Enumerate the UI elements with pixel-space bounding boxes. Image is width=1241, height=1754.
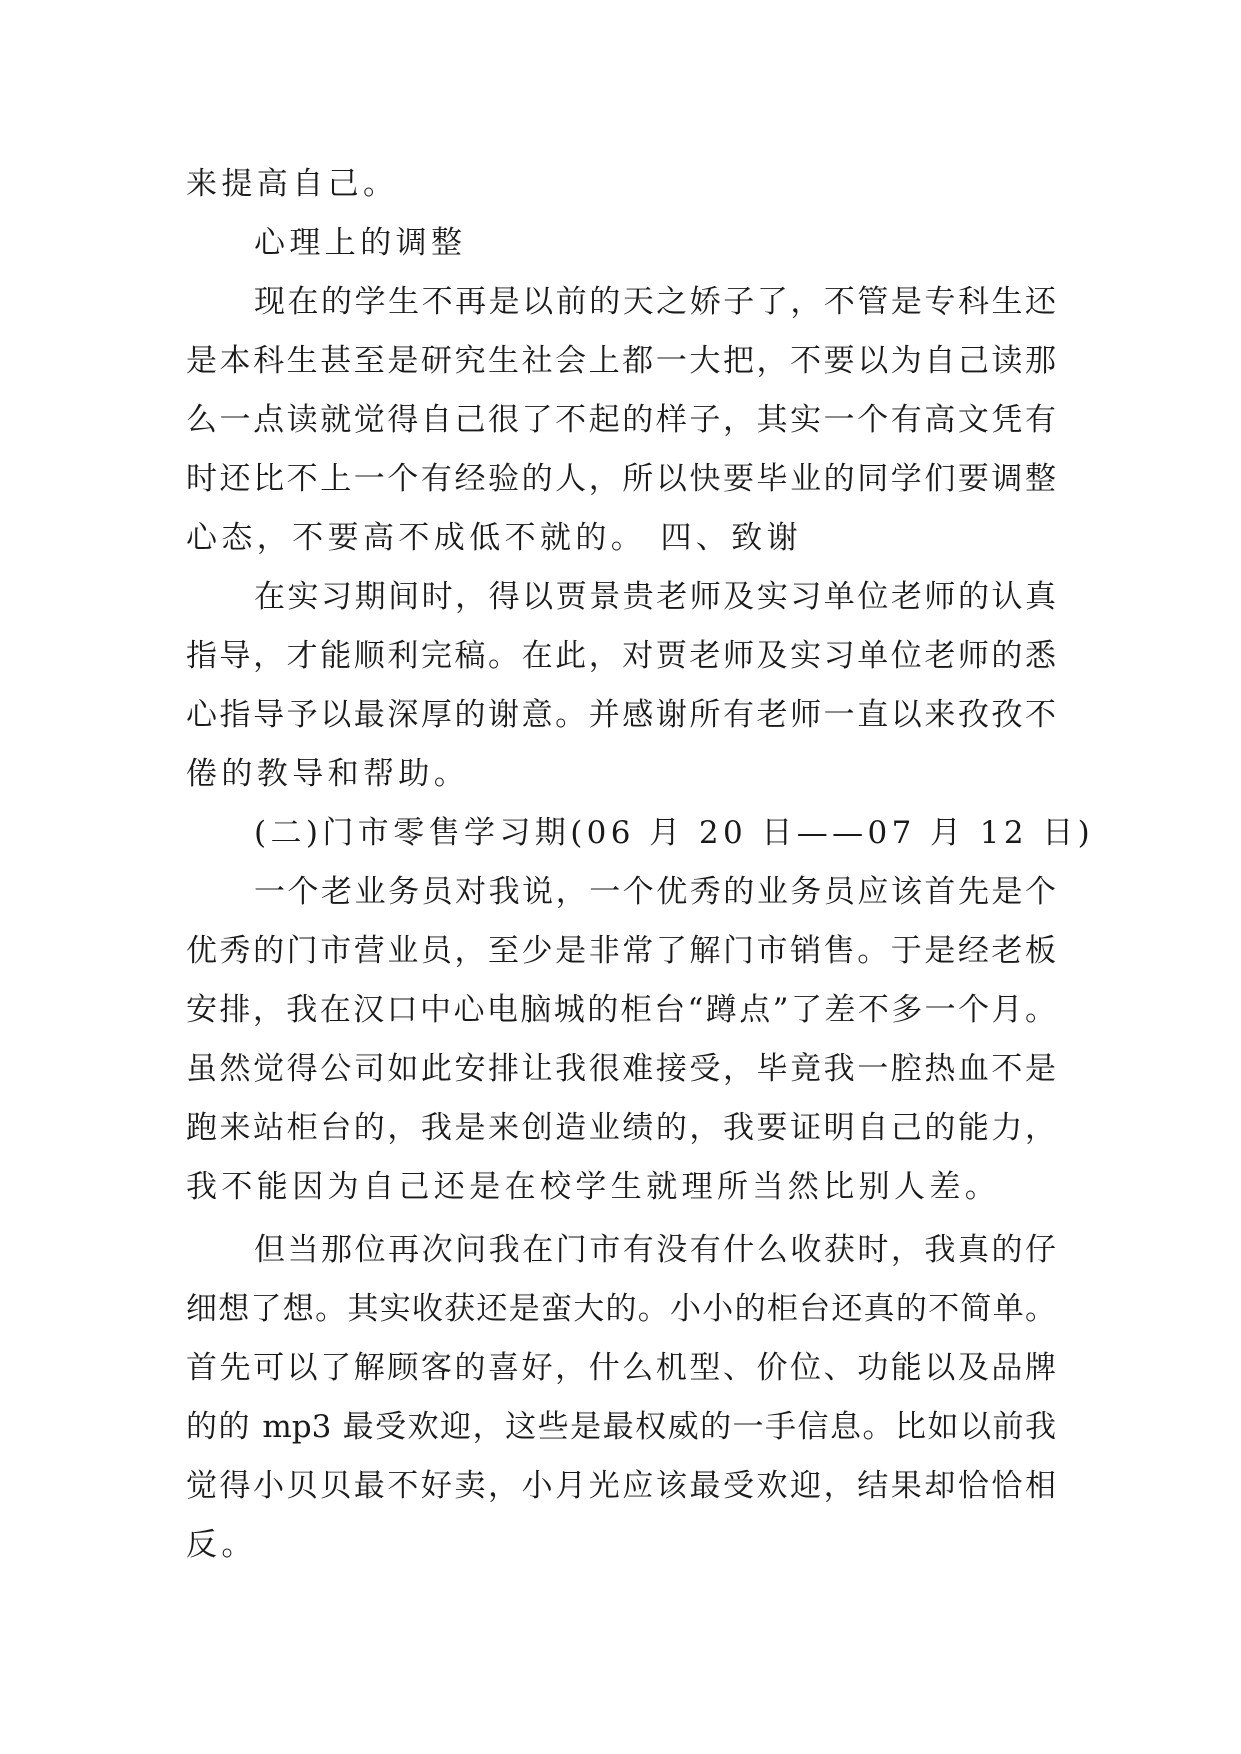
text-line: 细想了想。其实收获还是蛮大的。小小的柜台还真的不简单。 [186,1291,1056,1327]
text-line: 一个老业务员对我说，一个优秀的业务员应该首先是个 [254,874,1056,910]
text-line: 优秀的门市营业员，至少是非常了解门市销售。于是经老板 [186,933,1056,969]
document-body [186,155,1095,1575]
text-line: 心态，不要高不成低不就的。 四、致谢 [186,520,803,556]
text-line: 虽然觉得公司如此安排让我很难接受，毕竟我一腔热血不是 [186,1051,1056,1087]
text-line: 来提高自己。 [186,166,399,202]
text-line: 指导，才能顺利完稿。在此，对贾老师及实习单位老师的悉 [186,638,1056,674]
text-line: 在实习期间时，得以贾景贵老师及实习单位老师的认真 [254,579,1056,615]
text-line: 我不能因为自己还是在校学生就理所当然比别人差。 [186,1169,1001,1205]
text-line: 反。 [186,1527,257,1563]
text-line: 时还比不上一个有经验的人，所以快要毕业的同学们要调整 [186,461,1056,497]
text-line: 是本科生甚至是研究生社会上都一大把，不要以为自己读那 [186,343,1056,379]
text-line: 倦的教导和帮助。 [186,756,470,792]
text-line: 跑来站柜台的，我是来创造业绩的，我要证明自己的能力， [186,1110,1056,1146]
text-line: 的的 mp3 最受欢迎，这些是最权威的一手信息。比如以前我 [186,1409,1056,1445]
text-line: 安排，我在汉口中心电脑城的柜台“蹲点”了差不多一个月。 [186,992,1056,1028]
text-line: 么一点读就觉得自己很了不起的样子，其实一个有高文凭有 [186,402,1056,438]
text-line: 觉得小贝贝最不好卖，小月光应该最受欢迎，结果却恰恰相 [186,1468,1056,1504]
text-line: 首先可以了解顾客的喜好，什么机型、价位、功能以及品牌 [186,1350,1056,1386]
section-heading: (二)门市零售学习期(06 月 20 日——07 月 12 日) [254,815,1095,851]
text-line: 心指导予以最深厚的谢意。并感谢所有老师一直以来孜孜不 [186,697,1056,733]
section-heading: 心理上的调整 [254,225,467,261]
text-line: 但当那位再次问我在门市有没有什么收获时，我真的仔 [254,1232,1056,1268]
text-line: 现在的学生不再是以前的天之娇子了，不管是专科生还 [254,284,1056,320]
